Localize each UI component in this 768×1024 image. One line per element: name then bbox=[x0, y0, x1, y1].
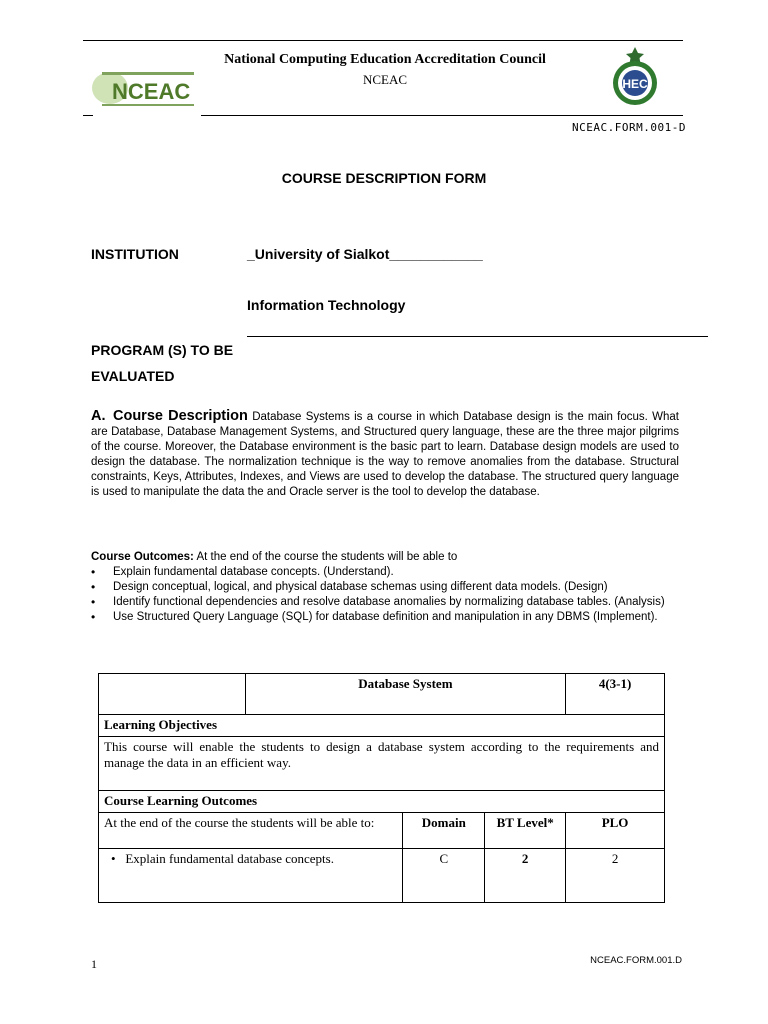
col-plo: PLO bbox=[566, 813, 665, 849]
form-code-bottom: NCEAC.FORM.001.D bbox=[590, 955, 682, 966]
form-code-top: NCEAC.FORM.001-D bbox=[572, 121, 686, 134]
clo-outcome-cell bbox=[99, 849, 403, 903]
program-underline bbox=[247, 336, 708, 337]
logo-text: NCEAC bbox=[112, 79, 191, 104]
course-outcomes-list bbox=[91, 565, 691, 625]
course-outcomes-heading: Course Outcomes: bbox=[91, 551, 194, 563]
course-description-section bbox=[91, 409, 679, 500]
table-row bbox=[99, 849, 665, 903]
table-row bbox=[99, 674, 665, 715]
list-item: • Design conceptual, logical, and physical database schemas using different data models. (Design) bbox=[91, 580, 691, 595]
header-top-rule bbox=[83, 40, 683, 41]
list-item: • Use Structured Query Language (SQL) for database definition and manipulation in any DBMS (Implement). bbox=[91, 610, 691, 625]
col-domain: Domain bbox=[403, 813, 485, 849]
course-outcomes-intro bbox=[91, 550, 691, 565]
course-outcomes-intro-text: At the end of the course the students will be able to bbox=[193, 551, 458, 563]
clo-plo-value: 2 bbox=[566, 849, 665, 903]
form-title: COURSE DESCRIPTION FORM bbox=[281, 170, 487, 186]
header-bottom-rule-left bbox=[83, 115, 93, 116]
council-short-name: NCEAC bbox=[362, 72, 408, 87]
learning-objectives-heading: Learning Objectives bbox=[99, 715, 665, 737]
course-credits: 4(3-1) bbox=[566, 674, 665, 715]
table-row bbox=[99, 737, 665, 791]
clo-heading: Course Learning Outcomes bbox=[99, 791, 665, 813]
course-name: Database System bbox=[245, 674, 565, 715]
section-letter: A. bbox=[91, 408, 106, 424]
section-heading: Course Description bbox=[113, 408, 248, 424]
bullet: • bbox=[111, 851, 126, 866]
table-row bbox=[99, 813, 665, 849]
header-bottom-rule-right bbox=[503, 115, 683, 116]
program-label-line2: EVALUATED bbox=[91, 368, 175, 384]
learning-objectives-text: This course will enable the students to design a database system according to the requirements and manage the data in an efficient way. bbox=[99, 737, 665, 791]
course-outcomes bbox=[91, 550, 691, 625]
clo-outcome-text: Explain fundamental database concepts. bbox=[125, 851, 334, 866]
col-bt-level: BT Level* bbox=[485, 813, 566, 849]
course-table bbox=[98, 673, 665, 903]
clo-domain-value: C bbox=[403, 849, 485, 903]
table-cell-empty bbox=[99, 674, 246, 715]
page-number: 1 bbox=[91, 957, 97, 971]
program-label bbox=[91, 337, 251, 389]
header-bottom-rule bbox=[201, 115, 503, 116]
institution-label: INSTITUTION bbox=[91, 246, 179, 262]
list-item: • Identify functional dependencies and resolve database anomalies by normalizing database tables. (Analysis) bbox=[91, 595, 691, 610]
program-value: Information Technology bbox=[247, 297, 406, 313]
table-row bbox=[99, 791, 665, 813]
program-label-line1: PROGRAM (S) TO BE bbox=[91, 342, 234, 358]
course-description-text: Database Systems is a course in which Database design is the main focus. What are Database, Database Management Systems, and Structured query language, these are the three major pilgrims of the course. Moreover, the Database environment is the basic part to learn. Database design models are used to design the database. The normalization technique is the way to remove anomalies from the database. Structural constraints, Keys, Attributes, Indexes, and Views are used to develop the database. The structured query language is used to manipulate the data the and Oracle server is the tool to develop the database. bbox=[91, 411, 679, 498]
council-name: National Computing Education Accreditation Council bbox=[224, 52, 546, 67]
institution-value: _University of Sialkot____________ bbox=[247, 246, 483, 262]
table-row bbox=[99, 715, 665, 737]
seal-text: HEC bbox=[622, 77, 648, 91]
clo-bt-value: 2 bbox=[485, 849, 566, 903]
list-item: • Explain fundamental database concepts. (Understand). bbox=[91, 565, 691, 580]
clo-intro: At the end of the course the students will be able to: bbox=[99, 813, 403, 849]
